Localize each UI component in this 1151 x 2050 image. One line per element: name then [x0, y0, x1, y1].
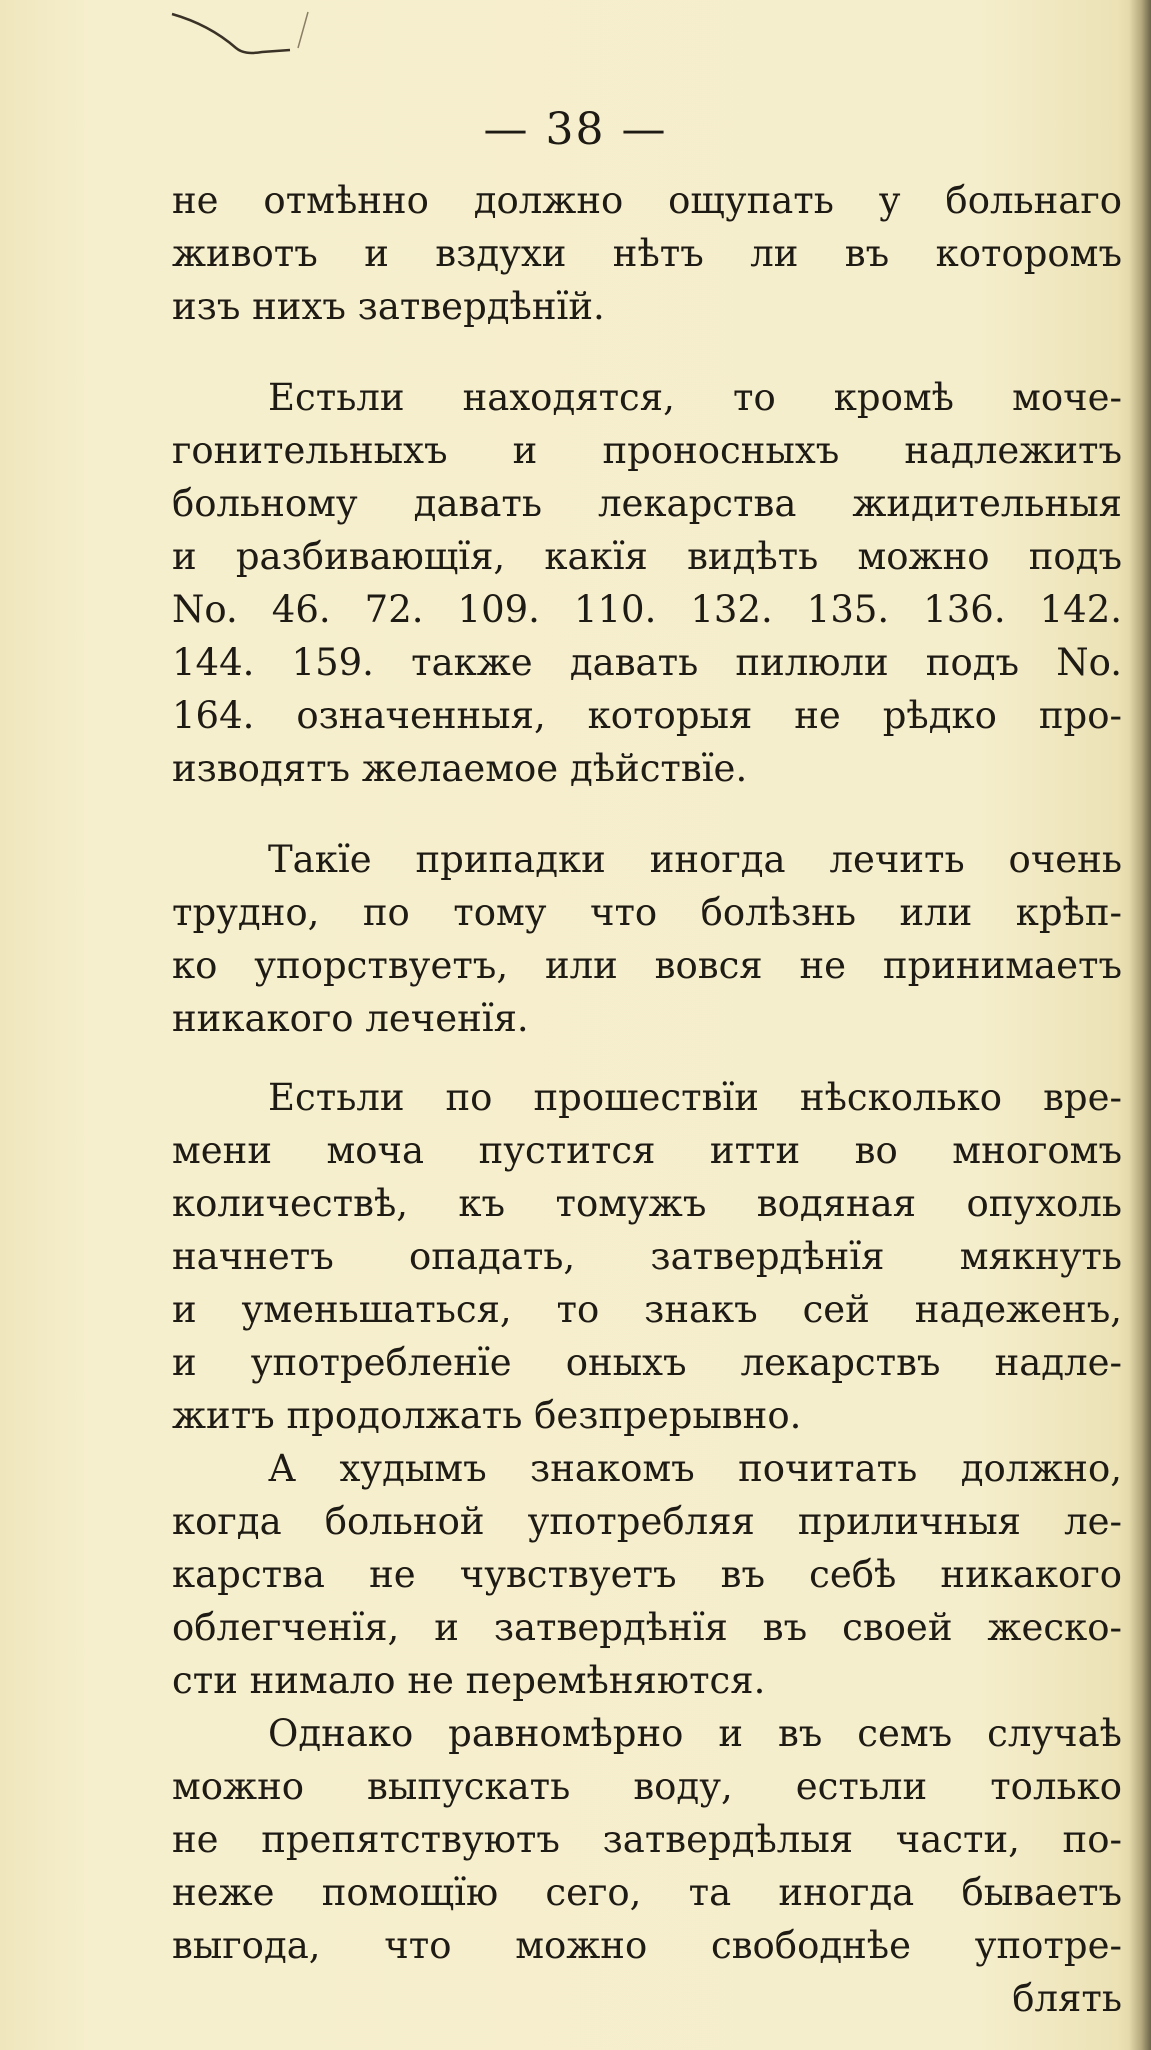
text-line: количествѣ, къ томужъ водяная опухоль [172, 1182, 1122, 1225]
text-line: мени моча пустится итти во многомъ [172, 1129, 1122, 1172]
catchword: блять [1012, 1977, 1122, 2020]
text-line: 164. означенныя, которыя не рѣдко про- [172, 694, 1122, 737]
text-line: можно выпускать воду, естьли только [172, 1765, 1122, 1808]
text-line: животъ и вздухи нѣтъ ли въ которомъ [172, 232, 1122, 275]
text-line: 144. 159. также давать пилюли подъ No. [172, 641, 1122, 684]
text-line: и употребленїе оныхъ лекарствъ надле- [172, 1341, 1122, 1384]
text-line: больному давать лекарства жидительныя [172, 482, 1122, 525]
text-line: изводятъ желаемое дѣйствїе. [172, 747, 748, 790]
text-line: Однако равномѣрно и въ семъ случаѣ [268, 1712, 1122, 1755]
text-line: облегченїя, и затвердѣнїя въ своей жеско- [172, 1606, 1122, 1649]
text-line: Естьли находятся, то кромѣ моче- [268, 376, 1122, 419]
text-line: Такїе припадки иногда лечить очень [268, 838, 1122, 881]
text-line: никакого леченїя. [172, 997, 529, 1040]
ink-flourish [170, 8, 330, 58]
text-line: гонительныхъ и проносныхъ надлежитъ [172, 429, 1122, 472]
text-line: и уменьшаться, то знакъ сей надеженъ, [172, 1288, 1122, 1331]
text-line: изъ нихъ затвердѣнїй. [172, 285, 605, 328]
text-line: выгода, что можно свободнѣе употре- [172, 1924, 1122, 1967]
text-line: не препятствуютъ затвердѣлыя части, по- [172, 1818, 1122, 1861]
text-line: Естьли по прошествїи нѣсколько вре- [268, 1076, 1122, 1119]
text-line: не отмѣнно должно ощупать у больнаго [172, 179, 1122, 222]
text-line: сти нимало не перемѣняются. [172, 1659, 766, 1702]
text-line: начнетъ опадать, затвердѣнїя мякнуть [172, 1235, 1122, 1278]
page-edge-shadow [1129, 0, 1151, 2050]
page-number: — 38 — [483, 104, 668, 155]
text-line: неже помощїю сего, та иногда бываетъ [172, 1871, 1122, 1914]
text-line: трудно, по тому что болѣзнь или крѣп- [172, 891, 1122, 934]
text-line: и разбивающїя, какїя видѣть можно подъ [172, 535, 1122, 578]
text-line: А худымъ знакомъ почитать должно, [268, 1447, 1122, 1490]
text-line: карства не чувствуетъ въ себѣ никакого [172, 1553, 1122, 1596]
text-line: житъ продолжать безпрерывно. [172, 1394, 802, 1437]
text-line: когда больной употребляя приличныя ле- [172, 1500, 1122, 1543]
text-line: No. 46. 72. 109. 110. 132. 135. 136. 142. [172, 588, 1122, 631]
text-line: ко упорствуетъ, или вовся не принимаетъ [172, 944, 1122, 987]
page-text [172, 174, 1122, 2025]
